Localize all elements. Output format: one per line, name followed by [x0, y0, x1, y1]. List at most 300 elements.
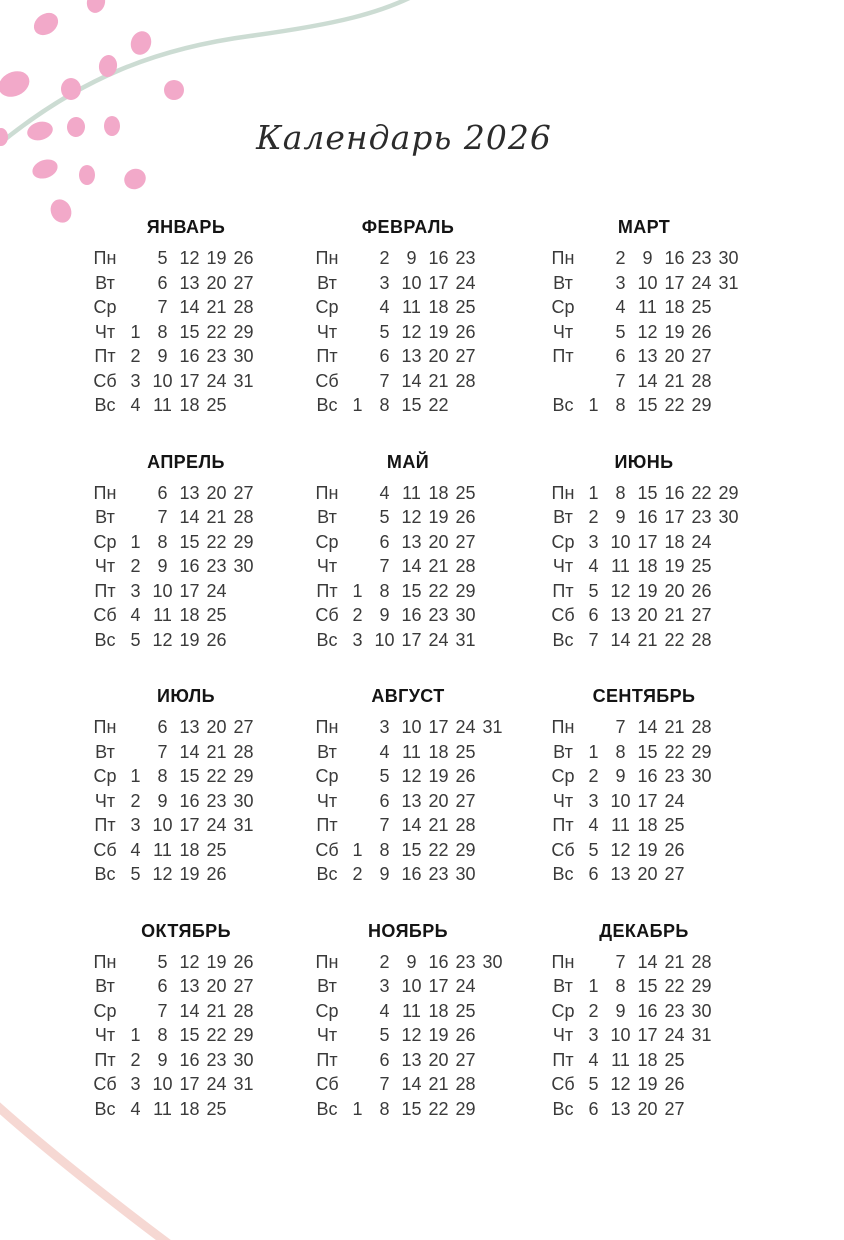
weekday-label: Вс [552, 1098, 574, 1119]
date-cell: 29 [691, 976, 712, 996]
date-cell: 28 [691, 370, 712, 391]
weekday-label: Чт [94, 1025, 116, 1045]
weekday-label: Вт [317, 741, 337, 762]
date-cell: 12 [610, 839, 631, 860]
date-cell: 25 [455, 741, 476, 762]
date-cell: 20 [428, 1049, 449, 1070]
weekday-row [88, 862, 284, 887]
weekday-row [546, 271, 742, 296]
weekday-label: Пт [94, 346, 116, 366]
weekday-row [546, 813, 742, 838]
date-cell: 10 [152, 815, 173, 835]
date-cell: 23 [206, 790, 227, 811]
date-cell: 23 [664, 766, 685, 786]
date-cell: 26 [691, 321, 712, 342]
weekday-label: Пн [551, 717, 575, 737]
date-cell: 13 [179, 717, 200, 737]
date-cell: 12 [401, 507, 422, 527]
month-may [310, 452, 506, 653]
date-cell: 31 [691, 1025, 712, 1045]
weekday-label: Пн [315, 717, 339, 737]
date-cell: 1 [588, 741, 599, 762]
date-cell: 3 [615, 272, 626, 293]
weekday-row [88, 579, 284, 604]
date-cell: 19 [664, 556, 685, 576]
weekday-row [88, 1097, 284, 1122]
date-cell: 8 [379, 580, 390, 601]
date-cell: 31 [482, 717, 503, 737]
date-cell: 5 [379, 1025, 390, 1045]
date-cell: 12 [152, 629, 173, 650]
date-cell: 6 [379, 1049, 390, 1070]
weekday-row [546, 320, 742, 345]
date-cell: 16 [637, 1000, 658, 1021]
date-cell: 31 [233, 370, 254, 391]
weekday-row [546, 950, 742, 975]
date-cell: 9 [642, 248, 653, 268]
date-cell: 2 [130, 556, 141, 576]
date-cell: 8 [379, 395, 390, 415]
date-cell: 3 [379, 272, 390, 293]
date-cell: 28 [233, 297, 254, 317]
date-cell: 19 [637, 1074, 658, 1094]
date-cell: 16 [179, 556, 200, 576]
date-cell: 26 [455, 321, 476, 342]
weekday-label: Пн [551, 951, 575, 972]
date-cell: 8 [379, 839, 390, 860]
date-cell: 29 [233, 766, 254, 786]
date-cell: 25 [664, 815, 685, 835]
date-cell: 28 [455, 556, 476, 576]
date-cell: 3 [379, 717, 390, 737]
date-cell: 30 [691, 1000, 712, 1021]
month-august [310, 686, 506, 887]
date-cell: 26 [206, 629, 227, 650]
date-cell: 22 [428, 839, 449, 860]
weekday-row [310, 579, 506, 604]
weekday-label: Ср [315, 766, 339, 786]
date-cell: 15 [401, 395, 422, 415]
date-cell: 14 [179, 297, 200, 317]
date-cell: 1 [588, 482, 599, 503]
weekday-row [88, 628, 284, 653]
weekday-label: Чт [552, 556, 574, 576]
date-cell: 30 [233, 346, 254, 366]
date-cell: 15 [637, 741, 658, 762]
pink-dot-icon [120, 165, 149, 193]
pink-dot-icon [0, 66, 34, 101]
date-cell: 2 [352, 864, 363, 884]
date-cell: 23 [428, 864, 449, 884]
weekday-row [88, 950, 284, 975]
date-cell: 10 [610, 790, 631, 811]
weekday-row [88, 393, 284, 418]
date-cell: 24 [455, 976, 476, 996]
weekday-row [546, 628, 742, 653]
month-name-january: ЯНВАРЬ [146, 217, 226, 237]
date-cell: 7 [157, 741, 168, 762]
weekday-label: Вт [553, 507, 573, 527]
date-cell: 17 [179, 1074, 200, 1094]
weekday-row [546, 481, 742, 506]
pink-dots-decoration [0, 0, 184, 226]
date-cell: 11 [611, 815, 630, 835]
pink-dot-icon [97, 54, 119, 79]
date-cell: 17 [428, 272, 449, 293]
date-cell: 26 [206, 864, 227, 884]
date-cell: 30 [482, 951, 503, 972]
date-cell: 16 [664, 248, 685, 268]
weekday-label: Вт [95, 741, 115, 762]
date-cell: 5 [588, 1074, 599, 1094]
date-cell: 26 [664, 839, 685, 860]
month-days-october [88, 950, 284, 1122]
weekday-label: Вт [553, 272, 573, 293]
date-cell: 20 [664, 346, 685, 366]
weekday-label: Пн [93, 717, 117, 737]
date-cell: 20 [206, 717, 227, 737]
date-cell: 4 [130, 395, 141, 415]
date-cell: 16 [637, 507, 658, 527]
date-cell: 17 [179, 580, 200, 601]
date-cell: 10 [401, 272, 422, 293]
weekday-label: Пн [551, 482, 575, 503]
weekday-label: Пн [315, 482, 339, 503]
date-cell: 14 [401, 370, 422, 391]
month-june [546, 452, 742, 653]
month-days-december [546, 950, 742, 1122]
date-cell: 5 [157, 248, 168, 268]
date-cell: 2 [130, 1049, 141, 1070]
pink-dot-icon [61, 78, 81, 100]
month-days-march [546, 246, 742, 418]
weekday-row [310, 295, 506, 320]
date-cell: 30 [455, 605, 476, 625]
date-cell: 6 [379, 531, 390, 552]
date-cell: 31 [718, 272, 739, 293]
date-cell: 2 [352, 605, 363, 625]
weekday-row [546, 246, 742, 271]
weekday-row [310, 369, 506, 394]
date-cell: 23 [206, 1049, 227, 1070]
date-cell: 30 [718, 507, 739, 527]
date-cell: 30 [233, 790, 254, 811]
date-cell: 8 [157, 531, 168, 552]
weekday-label: Сб [551, 839, 575, 860]
date-cell: 4 [130, 605, 141, 625]
weekday-row [310, 554, 506, 579]
weekday-label: Сб [93, 839, 117, 860]
weekday-row [546, 974, 742, 999]
date-cell: 27 [691, 346, 712, 366]
date-cell: 25 [691, 556, 712, 576]
date-cell: 20 [206, 482, 227, 503]
weekday-label: Ср [551, 766, 575, 786]
weekday-label: Пт [552, 346, 574, 366]
date-cell: 11 [402, 1000, 421, 1021]
weekday-row [310, 505, 506, 530]
weekday-label: Вс [316, 395, 338, 415]
date-cell: 19 [637, 839, 658, 860]
month-name-march: МАРТ [617, 217, 671, 237]
month-name-august: АВГУСТ [371, 686, 445, 706]
date-cell: 9 [406, 951, 417, 972]
weekday-row [310, 344, 506, 369]
weekday-label: Сб [315, 605, 339, 625]
date-cell: 5 [588, 580, 599, 601]
date-cell: 24 [664, 1025, 685, 1045]
weekday-label: Вт [95, 976, 115, 996]
month-days-january [88, 246, 284, 418]
date-cell: 4 [379, 1000, 390, 1021]
date-cell: 3 [352, 629, 363, 650]
date-cell: 2 [379, 951, 390, 972]
date-cell: 25 [206, 1098, 227, 1119]
date-cell: 24 [455, 272, 476, 293]
month-days-august [310, 715, 506, 887]
date-cell: 7 [157, 507, 168, 527]
date-cell: 14 [179, 1000, 200, 1021]
date-cell: 14 [401, 556, 422, 576]
date-cell: 10 [152, 580, 173, 601]
date-cell: 15 [637, 976, 658, 996]
month-september [546, 686, 742, 887]
date-cell: 11 [402, 297, 421, 317]
date-cell: 12 [401, 321, 422, 342]
date-cell: 17 [664, 507, 685, 527]
weekday-label: Чт [94, 556, 116, 576]
date-cell: 28 [691, 629, 712, 650]
month-name-december: ДЕКАБРЬ [599, 920, 689, 941]
date-cell: 20 [637, 864, 658, 884]
date-cell: 12 [637, 321, 658, 342]
date-cell: 30 [233, 556, 254, 576]
date-cell: 28 [691, 951, 712, 972]
date-cell: 13 [401, 531, 422, 552]
date-cell: 3 [379, 976, 390, 996]
date-cell: 2 [588, 507, 599, 527]
weekday-row [88, 974, 284, 999]
weekday-row [546, 505, 742, 530]
date-cell: 6 [157, 272, 168, 293]
weekday-label: Сб [93, 370, 117, 391]
weekday-row [88, 246, 284, 271]
weekday-label: Вт [95, 272, 115, 293]
date-cell: 26 [691, 580, 712, 601]
weekday-row [546, 554, 742, 579]
date-cell: 15 [179, 321, 200, 342]
weekday-row [88, 530, 284, 555]
date-cell: 9 [157, 1049, 168, 1070]
month-november [310, 921, 506, 1122]
weekday-row [88, 369, 284, 394]
weekday-label: Пт [316, 346, 338, 366]
date-cell: 12 [401, 766, 422, 786]
weekday-row [546, 530, 742, 555]
weekday-label: Чт [94, 321, 116, 342]
weekday-row [310, 740, 506, 765]
date-cell: 25 [691, 297, 712, 317]
date-cell: 3 [588, 1025, 599, 1045]
date-cell: 18 [179, 395, 200, 415]
date-cell: 18 [428, 482, 449, 503]
date-cell: 29 [455, 839, 476, 860]
weekday-label: Вт [317, 272, 337, 293]
weekday-label: Пт [316, 1049, 338, 1070]
weekday-row [310, 999, 506, 1024]
date-cell: 7 [588, 629, 599, 650]
date-cell: 6 [588, 605, 599, 625]
weekday-label: Вт [317, 976, 337, 996]
date-cell: 18 [637, 556, 658, 576]
date-cell: 1 [588, 976, 599, 996]
date-cell: 3 [130, 370, 141, 391]
month-february [310, 217, 506, 418]
weekday-row [546, 295, 742, 320]
weekday-row [546, 999, 742, 1024]
weekday-label: Пт [552, 580, 574, 601]
date-cell: 14 [401, 1074, 422, 1094]
date-cell: 16 [637, 766, 658, 786]
weekday-row [88, 271, 284, 296]
date-cell: 16 [664, 482, 685, 503]
date-cell: 28 [233, 507, 254, 527]
weekday-row [88, 999, 284, 1024]
date-cell: 28 [455, 370, 476, 391]
weekday-row [310, 764, 506, 789]
weekday-label: Чт [316, 790, 338, 811]
date-cell: 4 [588, 556, 599, 576]
date-cell: 11 [153, 395, 172, 415]
date-cell: 24 [206, 815, 227, 835]
month-days-november [310, 950, 506, 1122]
date-cell: 30 [691, 766, 712, 786]
date-cell: 17 [428, 717, 449, 737]
date-cell: 22 [664, 629, 685, 650]
weekday-row [310, 789, 506, 814]
weekday-row [310, 271, 506, 296]
date-cell: 6 [157, 976, 168, 996]
weekday-label: Ср [551, 1000, 575, 1021]
date-cell: 17 [428, 976, 449, 996]
weekday-row [310, 862, 506, 887]
weekday-label: Ср [551, 531, 575, 552]
weekday-label: Пн [315, 248, 339, 268]
date-cell: 19 [428, 1025, 449, 1045]
weekday-label: Пт [94, 1049, 116, 1070]
date-cell: 16 [428, 248, 449, 268]
date-cell: 24 [206, 580, 227, 601]
date-cell: 22 [691, 482, 712, 503]
weekday-label: Ср [93, 297, 117, 317]
date-cell: 5 [157, 951, 168, 972]
weekday-row [88, 813, 284, 838]
date-cell: 23 [206, 346, 227, 366]
date-cell: 27 [664, 864, 685, 884]
weekday-row [88, 505, 284, 530]
date-cell: 7 [379, 370, 390, 391]
weekday-row [88, 740, 284, 765]
date-cell: 25 [664, 1049, 685, 1070]
date-cell: 9 [615, 766, 626, 786]
date-cell: 15 [179, 531, 200, 552]
weekday-label: Ср [315, 531, 339, 552]
date-cell: 8 [157, 1025, 168, 1045]
date-cell: 25 [206, 839, 227, 860]
date-cell: 1 [130, 766, 141, 786]
date-cell: 2 [130, 790, 141, 811]
weekday-row [546, 1023, 742, 1048]
weekday-label: Сб [93, 1074, 117, 1094]
date-cell: 18 [664, 297, 685, 317]
weekday-label: Вс [552, 395, 574, 415]
date-cell: 24 [691, 531, 712, 552]
weekday-label: Сб [93, 605, 117, 625]
weekday-row [310, 715, 506, 740]
date-cell: 23 [455, 951, 476, 972]
date-cell: 6 [157, 717, 168, 737]
date-cell: 10 [610, 1025, 631, 1045]
month-april [88, 452, 284, 653]
date-cell: 1 [352, 580, 363, 601]
date-cell: 7 [379, 556, 390, 576]
date-cell: 6 [379, 790, 390, 811]
date-cell: 13 [610, 605, 631, 625]
date-cell: 8 [379, 1098, 390, 1119]
weekday-row [546, 1097, 742, 1122]
date-cell: 5 [588, 839, 599, 860]
date-cell: 24 [206, 370, 227, 391]
weekday-row [310, 1072, 506, 1097]
date-cell: 20 [664, 580, 685, 601]
date-cell: 15 [637, 395, 658, 415]
date-cell: 25 [455, 297, 476, 317]
date-cell: 12 [610, 1074, 631, 1094]
date-cell: 18 [637, 815, 658, 835]
date-cell: 18 [637, 1049, 658, 1070]
weekday-row [88, 554, 284, 579]
weekday-label: Пн [93, 482, 117, 503]
date-cell: 9 [379, 864, 390, 884]
date-cell: 18 [664, 531, 685, 552]
date-cell: 22 [206, 321, 227, 342]
date-cell: 9 [379, 605, 390, 625]
weekday-label: Ср [93, 766, 117, 786]
date-cell: 29 [455, 1098, 476, 1119]
date-cell: 28 [455, 815, 476, 835]
date-cell: 27 [233, 976, 254, 996]
weekday-row [310, 246, 506, 271]
weekday-label: Вс [316, 1098, 338, 1119]
date-cell: 5 [379, 321, 390, 342]
date-cell: 15 [401, 839, 422, 860]
pink-dot-icon [84, 0, 107, 15]
weekday-label: Вт [317, 507, 337, 527]
date-cell: 4 [130, 839, 141, 860]
date-cell: 30 [233, 1049, 254, 1070]
date-cell: 25 [455, 1000, 476, 1021]
date-cell: 5 [130, 629, 141, 650]
date-cell: 31 [455, 629, 476, 650]
date-cell: 7 [379, 815, 390, 835]
date-cell: 28 [455, 1074, 476, 1094]
month-days-june [546, 481, 742, 653]
date-cell: 22 [206, 531, 227, 552]
weekday-row [310, 1097, 506, 1122]
date-cell: 24 [206, 1074, 227, 1094]
date-cell: 1 [130, 1025, 141, 1045]
date-cell: 14 [637, 717, 658, 737]
